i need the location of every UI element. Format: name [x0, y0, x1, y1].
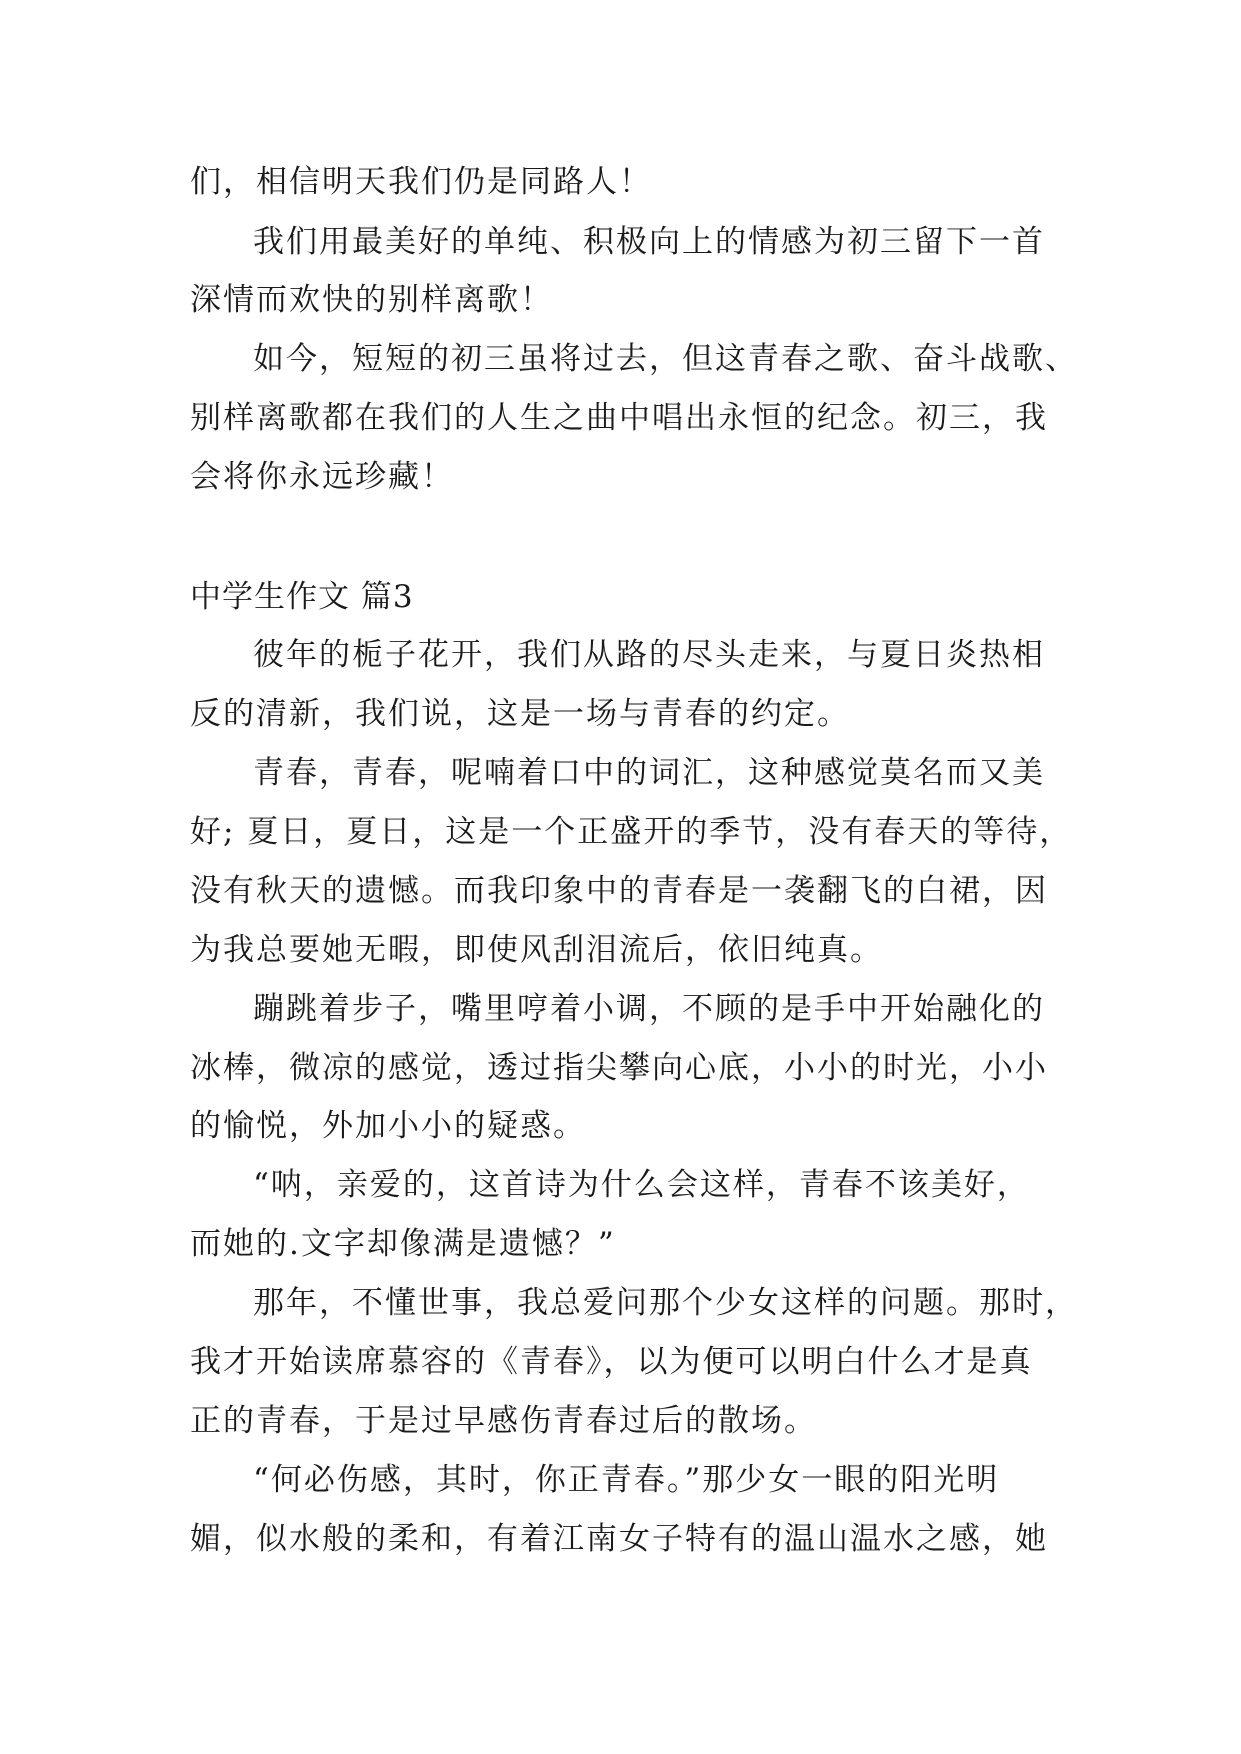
text-line: 冰棒，微凉的感觉，透过指尖攀向心底，小小的时光，小小 — [190, 1050, 1048, 1086]
text-line: 深情而欢快的别样离歌！ — [190, 282, 553, 318]
paragraph-start: 如今，短短的初三虽将过去，但这青春之歌、奋斗战歌、 — [253, 341, 1078, 377]
text-line: 没有秋天的遗憾。而我印象中的青春是一袭翻飞的白裙，因 — [190, 873, 1048, 909]
text-line: 媚，似水般的柔和，有着江南女子特有的温山温水之感，她 — [190, 1521, 1048, 1557]
paragraph-start: 蹦跳着步子，嘴里哼着小调，不顾的是手中开始融化的 — [253, 991, 1045, 1027]
paragraph-start: 那年，不懂世事，我总爱问那个少女这样的问题。那时， — [253, 1285, 1078, 1321]
paragraph-start: “呐，亲爱的，这首诗为什么会这样，青春不该美好， — [253, 1167, 1030, 1203]
text-line: 而她的.文字却像满是遗憾？” — [190, 1226, 616, 1262]
text-line: 的愉悦，外加小小的疑惑。 — [190, 1108, 586, 1144]
text-line: 为我总要她无暇，即使风刮泪流后，依旧纯真。 — [190, 932, 883, 968]
section-heading: 中学生作文 篇3 — [190, 579, 414, 615]
paragraph-start: “何必伤感，其时，你正青春。”那少女一眼的阳光明 — [253, 1462, 1000, 1498]
text-line: 们，相信明天我们仍是同路人！ — [190, 164, 652, 200]
text-line: 好; 夏日，夏日，这是一个正盛开的季节，没有春天的等待， — [190, 814, 1073, 850]
text-line: 别样离歌都在我们的人生之曲中唱出永恒的纪念。初三，我 — [190, 400, 1048, 436]
paragraph-start: 青春，青春，呢喃着口中的词汇，这种感觉莫名而又美 — [253, 755, 1045, 791]
paragraph-start: 我们用最美好的单纯、积极向上的情感为初三留下一首 — [253, 224, 1045, 260]
text-line: 正的青春，于是过早感伤青春过后的散场。 — [190, 1403, 817, 1439]
paragraph-start: 彼年的栀子花开，我们从路的尽头走来，与夏日炎热相 — [253, 637, 1045, 673]
text-line: 我才开始读席慕容的《青春》，以为便可以明白什么才是真 — [190, 1344, 1033, 1380]
text-line: 反的清新，我们说，这是一场与青春的约定。 — [190, 696, 850, 732]
text-line: 会将你永远珍藏！ — [190, 459, 454, 495]
